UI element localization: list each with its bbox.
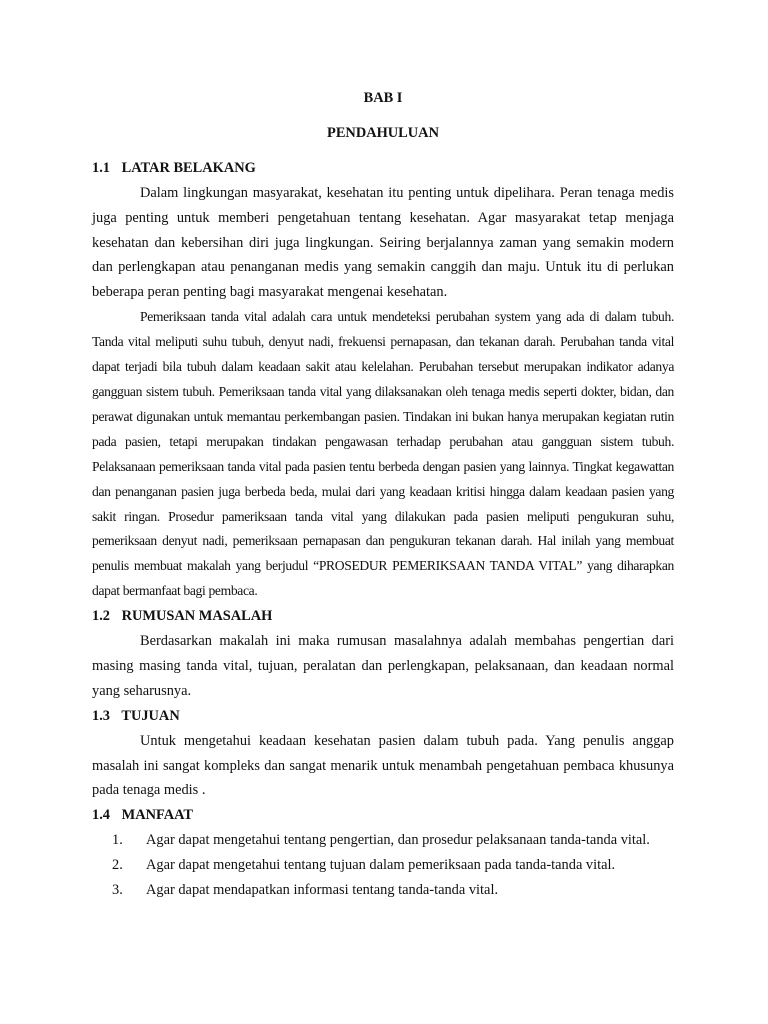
list-item-text: Agar dapat mengetahui tentang pengertian, dan prosedur pelaksanaan tanda-tanda vital. [146,832,650,849]
section-title: LATAR BELAKANG [121,159,256,176]
list-item-text: Agar dapat mengetahui tentang tujuan dalam pemeriksaan pada tanda-tanda vital. [146,857,616,874]
list-item-number: 1. [112,832,123,849]
document-page [92,86,674,903]
section-rumusan-masalah [92,604,674,704]
list-item [92,853,674,878]
benefit-list [92,828,674,903]
section-number: 1.4 [92,807,110,824]
section-tujuan [92,704,674,804]
list-item-number: 2. [112,857,123,874]
section-heading [92,704,674,729]
section-title: TUJUAN [121,707,180,724]
list-item-text: Agar dapat mendapatkan informasi tentang tanda-tanda vital. [146,882,499,899]
section-manfaat [92,803,674,903]
section-heading [92,604,674,629]
list-item-number: 3. [112,882,123,899]
chapter-label: BAB I [363,90,403,106]
section-title: RUMUSAN MASALAH [121,608,273,625]
paragraph: Untuk mengetahui keadaan kesehatan pasien dalam tubuh pada. Yang penulis anggap masalah ini sangat kompleks dan sangat menarik untuk menambah pengetahuan pembaca khusunya pada tenaga medis . [92,732,674,799]
list-item [92,828,674,853]
section-heading [92,156,674,181]
paragraph: Dalam lingkungan masyarakat, kesehatan itu penting untuk dipelihara. Peran tenaga medis juga penting untuk memberi pengetahuan tentang kesehatan. Agar masyarakat tetap menjaga kesehatan dan kebersihan diri juga lingkungan. Seiring berjalannya zaman yang semakin modern dan perlengkapan atau penanganan medis yang semakin canggih dan maju. Untuk itu di perlukan beberapa peran penting bagi masyarakat mengenai kesehatan. [92,184,674,301]
section-number: 1.2 [92,608,110,625]
section-title: MANFAAT [121,807,194,824]
paragraph: Berdasarkan makalah ini maka rumusan masalahnya adalah membahas pengertian dari masing masing tanda vital, tujuan, peralatan dan perlengkapan, pelaksanaan, dan keadaan normal yang seharusnya. [92,633,674,699]
section-number: 1.1 [92,159,110,176]
section-heading [92,803,674,828]
paragraph: Pemeriksaan tanda vital adalah cara untuk mendeteksi perubahan system yang ada di dalam tubuh. Tanda vital meliputi suhu tubuh, denyut nadi, frekuensi pernapasan, dan tekanan darah. Perubahan tanda vital dapat terjadi bila tubuh dalam keadaan sakit atau kelelahan. Perubahan tersebut merupakan indikator adanya gangguan sistem tubuh. Pemeriksaan tanda vital yang dilaksanakan oleh tenaga medis seperti dokter, bidan, dan perawat digunakan untuk memantau perkembangan pasien. Tindakan ini bukan hanya merupakan kegiatan rutin pada pasien, tetapi merupakan tindakan pengawasan terhadap perubahan atau gangguan sistem tubuh. Pelaksanaan pemeriksaan tanda vital pada pasien tentu berbeda dengan pasien yang lainnya. Tingkat kegawattan dan penanganan pasien juga berbeda beda, mulai dari yang keadaan kritisi hingga dalam keadaan pasien yang sakit ringan. Prosedur pameriksaan tanda vital yang dilakukan pada pasien meliputi pengukuran suhu, pemeriksaan denyut nadi, pemeriksaan pernapasan dan pengukuran tekanan darah. Hal inilah yang membuat penulis membuat makalah yang berjudul “PROSEDUR PEMERIKSAAN TANDA VITAL” yang diharapkan dapat bermanfaat bagi pembaca. [92,309,674,599]
list-item [92,878,674,903]
section-number: 1.3 [92,707,110,724]
section-latar-belakang [92,156,674,604]
chapter-title: PENDAHULUAN [327,124,439,141]
